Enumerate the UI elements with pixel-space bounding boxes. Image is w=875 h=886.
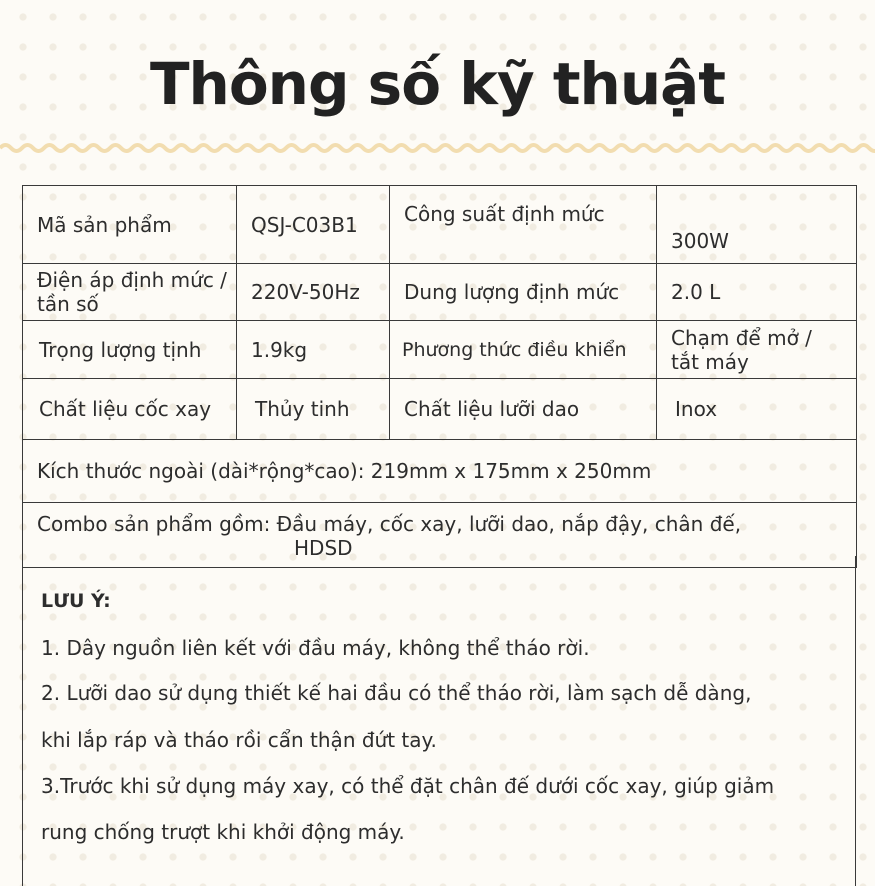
- spec-row: [23, 264, 857, 321]
- power-label: Công suất định mức: [390, 186, 657, 264]
- model-label: Mã sản phẩm: [23, 186, 237, 264]
- weight-value: 1.9kg: [237, 321, 390, 379]
- note-2: 2. Lưỡi dao sử dụng thiết kế hai đầu có thể tháo rời, làm sạch dễ dàng,: [41, 681, 752, 705]
- model-value: QSJ-C03B1: [237, 186, 390, 264]
- combo-line-1: Combo sản phẩm gồm: Đầu máy, cốc xay, lưỡi dao, nắp đậy, chân đế,: [37, 512, 742, 536]
- dimensions: Kích thước ngoài (dài*rộng*cao): 219mm x 175mm x 250mm: [23, 440, 857, 503]
- cup-material-value: Thủy tinh: [237, 379, 390, 440]
- combo-line-2: HDSD: [294, 536, 353, 560]
- weight-label: Trọng lượng tịnh: [23, 321, 237, 379]
- spec-row: [23, 440, 857, 503]
- capacity-label: Dung lượng định mức: [390, 264, 657, 321]
- note-3-cont: rung chống trượt khi khởi động máy.: [41, 820, 405, 844]
- notes-heading: LƯU Ý:: [41, 590, 111, 612]
- page-title: Thông số kỹ thuật: [149, 50, 725, 118]
- blade-material-value: Inox: [657, 379, 857, 440]
- control-label: Phương thức điều khiển: [390, 321, 657, 379]
- spec-row: [23, 186, 857, 264]
- capacity-value: 2.0 L: [657, 264, 857, 321]
- blade-material-label: Chất liệu lưỡi dao: [390, 379, 657, 440]
- note-3: 3.Trước khi sử dụng máy xay, có thể đặt chân đế dưới cốc xay, giúp giảm: [41, 774, 775, 798]
- notes-section: [22, 556, 856, 886]
- voltage-label: Điện áp định mức / tần số: [23, 264, 237, 321]
- control-value: Chạm để mở / tắt máy: [657, 321, 857, 379]
- note-1: 1. Dây nguồn liên kết với đầu máy, không thể tháo rời.: [41, 636, 590, 660]
- spec-row: [23, 321, 857, 379]
- power-value: 300W: [657, 186, 857, 264]
- spec-row: [23, 379, 857, 440]
- cup-material-label: Chất liệu cốc xay: [23, 379, 237, 440]
- spec-table: [22, 185, 857, 568]
- wave-divider: [0, 140, 875, 156]
- voltage-value: 220V-50Hz: [237, 264, 390, 321]
- note-2-cont: khi lắp ráp và tháo rồi cẩn thận đứt tay.: [41, 728, 437, 752]
